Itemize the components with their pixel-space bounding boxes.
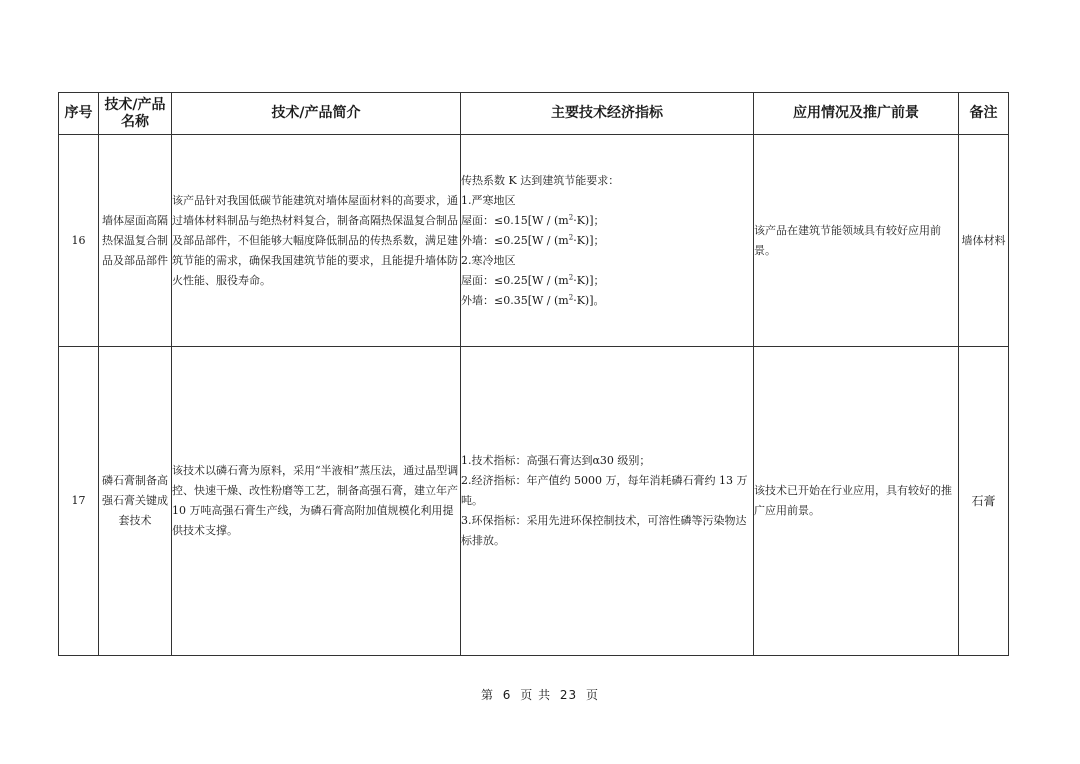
row-name: 墙体屋面高隔热保温复合制品及部品部件 — [99, 135, 172, 347]
indicator-zone2-roof: 屋面：$\le 0.25[W / (m^2\cdot K)]$； — [461, 272, 605, 287]
row-indicators — [461, 135, 754, 347]
footer-page-number: 6 — [502, 688, 512, 702]
table-row — [59, 347, 1009, 656]
technology-table — [58, 92, 1009, 656]
indicator-intro: 传热系数 K 达到建筑节能要求： — [461, 173, 620, 187]
table-row — [59, 135, 1009, 347]
header-index: 序号 — [59, 93, 99, 135]
header-name: 技术/产品名称 — [99, 93, 172, 135]
indicator-zone2-wall: 外墙：$\le 0.35[W / (m^2\cdot K)]$。 — [461, 292, 605, 307]
indicator-zone1: 1.严寒地区 — [461, 193, 516, 207]
indicator-item3: 3.环保指标：采用先进环保控制技术，可溶性磷等污染物达标排放。 — [461, 514, 747, 547]
row-application: 该技术已开始在行业应用，具有较好的推广应用前景。 — [754, 347, 959, 656]
indicator-item1: 1.技术指标：高强石膏达到α30 级别； — [461, 454, 651, 467]
row-indicators — [461, 347, 754, 656]
row-index: 16 — [59, 135, 99, 347]
row-application: 该产品在建筑节能领域具有较好应用前景。 — [754, 135, 959, 347]
row-note: 石膏 — [959, 347, 1009, 656]
header-application: 应用情况及推广前景 — [754, 93, 959, 135]
indicator-item2: 2.经济指标：年产值约 5000 万，每年消耗磷石膏约 13 万吨。 — [461, 474, 748, 507]
row-description: 该产品针对我国低碳节能建筑对墙体屋面材料的高要求，通过墙体材料制品与绝热材料复合，制备高隔热保温复合制品及部品部件，不但能够大幅度降低制品的传热系数，满足建筑节能的需求，确保我国建筑节能的要求，且能提升墙体防火性能、服役寿命。 — [172, 135, 461, 347]
indicator-zone1-wall: 外墙：$\le 0.25[W / (m^2\cdot K)]$； — [461, 232, 605, 247]
page-footer — [0, 686, 1080, 703]
header-description: 技术/产品简介 — [172, 93, 461, 135]
indicator-zone2: 2.寒冷地区 — [461, 253, 516, 267]
footer-middle: 页 共 — [520, 688, 552, 702]
footer-total-pages: 23 — [559, 688, 578, 702]
row-name: 磷石膏制备高强石膏关键成套技术 — [99, 347, 172, 656]
table-header-row — [59, 93, 1009, 135]
header-indicators: 主要技术经济指标 — [461, 93, 754, 135]
row-note: 墙体材料 — [959, 135, 1009, 347]
footer-prefix: 第 — [480, 688, 494, 702]
row-index: 17 — [59, 347, 99, 656]
header-note: 备注 — [959, 93, 1009, 135]
indicator-zone1-roof: 屋面：$\le 0.15[W / (m^2\cdot K)]$； — [461, 212, 605, 227]
footer-suffix: 页 — [586, 688, 600, 702]
row-description: 该技术以磷石膏为原料，采用“半液相”蒸压法，通过晶型调控、快速干燥、改性粉磨等工艺，制备高强石膏，建立年产 10 万吨高强石膏生产线，为磷石膏高附加值规模化利用提供技术支撑。 — [172, 347, 461, 656]
